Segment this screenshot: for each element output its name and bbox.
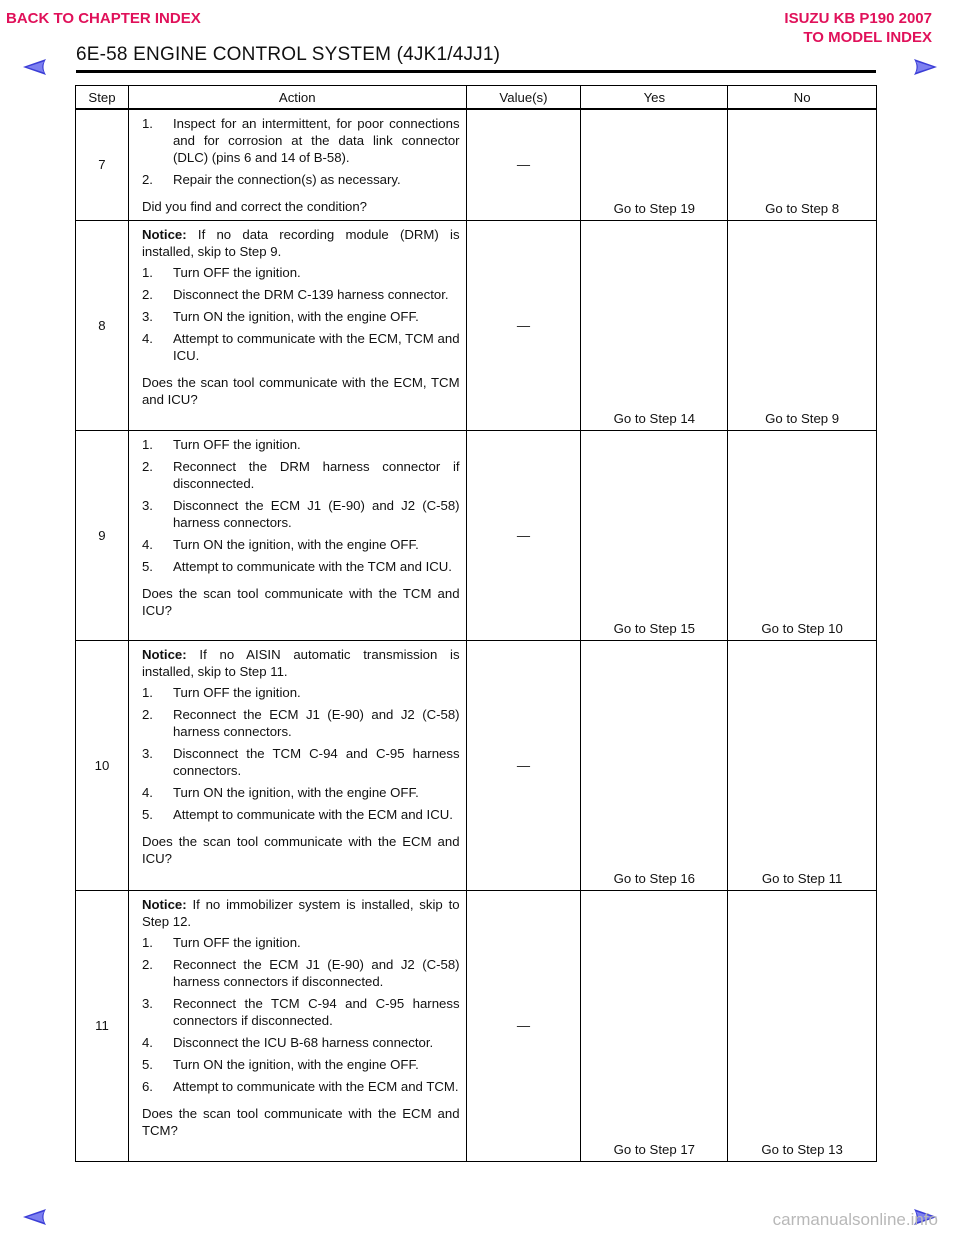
list-item-text: Turn ON the ignition, with the engine OFF. <box>172 1056 419 1072</box>
question: Did you find and correct the condition? <box>141 199 368 214</box>
list-item-text: Turn ON the ignition, with the engine OFF. <box>172 308 419 324</box>
table-header-row <box>76 86 877 110</box>
table-row <box>76 640 877 890</box>
list-item <box>142 497 460 531</box>
list-item-number: 3. <box>141 308 153 324</box>
list-item-text: Disconnect the ICU B-68 harness connector. <box>172 1034 434 1050</box>
list-item-number: 3. <box>141 995 153 1011</box>
arrow-left-icon[interactable] <box>22 1208 48 1226</box>
value-cell: — <box>466 890 581 1161</box>
table-row <box>76 109 877 220</box>
no-cell: Go to Step 8 <box>728 109 877 220</box>
list-item-number: 5. <box>141 558 153 574</box>
list-item-number: 1. <box>141 264 153 280</box>
arrow-left-icon[interactable] <box>22 58 48 76</box>
list-item-number: 5. <box>141 1056 153 1072</box>
notice-text: If no AISIN automatic transmission is installed, skip to Step 11. <box>141 646 460 679</box>
value-cell: — <box>466 109 581 220</box>
procedure-list <box>142 684 460 823</box>
list-item-number: 2. <box>141 286 153 302</box>
list-item <box>142 684 460 701</box>
yes-cell: Go to Step 16 <box>581 640 728 890</box>
step-number: 10 <box>76 640 129 890</box>
list-item <box>142 264 460 281</box>
list-item-text: Attempt to communicate with the ECM and ICU. <box>172 806 453 822</box>
list-item-text: Turn OFF the ignition. <box>172 684 301 700</box>
notice <box>142 896 460 930</box>
list-item-text: Disconnect the TCM C-94 and C-95 harness connectors. <box>172 745 460 778</box>
list-item-text: Attempt to communicate with the TCM and ICU. <box>172 558 452 574</box>
list-item-number: 6. <box>141 1078 153 1094</box>
procedure-list <box>142 934 460 1095</box>
list-item <box>142 536 460 553</box>
list-item <box>142 458 460 492</box>
list-item-text: Reconnect the TCM C-94 and C-95 harness connectors if disconnected. <box>172 995 460 1028</box>
back-to-chapter-index-link[interactable]: BACK TO CHAPTER INDEX <box>6 10 201 27</box>
list-item <box>142 308 460 325</box>
no-cell: Go to Step 9 <box>728 220 877 430</box>
header-yes: Yes <box>581 86 728 110</box>
value-cell: — <box>466 430 581 640</box>
list-item-number: 4. <box>141 330 153 346</box>
list-item-number: 1. <box>141 934 153 950</box>
step-number: 9 <box>76 430 129 640</box>
table-body <box>76 109 877 1161</box>
header-values: Value(s) <box>466 86 581 110</box>
notice-label: Notice: <box>141 226 187 242</box>
list-item-text: Attempt to communicate with the ECM and TCM. <box>172 1078 459 1094</box>
list-item-number: 1. <box>141 684 153 700</box>
yes-cell: Go to Step 17 <box>581 890 728 1161</box>
watermark: carmanualsonline.info <box>772 1210 938 1229</box>
procedure-list <box>142 264 460 364</box>
list-item-number: 4. <box>141 536 153 552</box>
procedure-list <box>142 436 460 575</box>
diagnostic-table <box>75 85 877 1162</box>
table-row <box>76 890 877 1161</box>
action-cell <box>128 109 466 220</box>
list-item <box>142 171 460 188</box>
list-item <box>142 436 460 453</box>
list-item <box>142 956 460 990</box>
list-item-text: Disconnect the ECM J1 (E-90) and J2 (C-58) harness connectors. <box>172 497 460 530</box>
action-cell <box>128 220 466 430</box>
notice-label: Notice: <box>141 646 187 662</box>
list-item <box>142 115 460 166</box>
list-item <box>142 330 460 364</box>
table-row <box>76 430 877 640</box>
list-item <box>142 1078 460 1095</box>
header-no: No <box>728 86 877 110</box>
list-item-text: Disconnect the DRM C-139 harness connector. <box>172 286 449 302</box>
notice-text: If no data recording module (DRM) is installed, skip to Step 9. <box>141 226 460 259</box>
value-cell: — <box>466 220 581 430</box>
list-item <box>142 558 460 575</box>
page-header: 6E-58 ENGINE CONTROL SYSTEM (4JK1/4JJ1) <box>76 44 501 65</box>
header-rule <box>76 70 876 73</box>
arrow-right-icon[interactable] <box>912 58 938 76</box>
list-item-number: 2. <box>141 956 153 972</box>
notice <box>142 646 460 680</box>
list-item <box>142 995 460 1029</box>
action-cell <box>128 430 466 640</box>
list-item-text: Turn ON the ignition, with the engine OFF. <box>172 536 419 552</box>
list-item-text: Turn OFF the ignition. <box>172 436 301 452</box>
model-title-link[interactable]: ISUZU KB P190 2007 <box>784 10 932 27</box>
step-number: 7 <box>76 109 129 220</box>
no-cell: Go to Step 10 <box>728 430 877 640</box>
question: Does the scan tool communicate with the ECM, TCM and ICU? <box>141 374 460 407</box>
yes-cell: Go to Step 15 <box>581 430 728 640</box>
question: Does the scan tool communicate with the ECM and ICU? <box>141 833 460 866</box>
list-item <box>142 1034 460 1051</box>
value-cell: — <box>466 640 581 890</box>
list-item-number: 2. <box>141 458 153 474</box>
step-number: 8 <box>76 220 129 430</box>
list-item-text: Inspect for an intermittent, for poor connections and for corrosion at the data link connector (DLC) (pins 6 and 14 of B-58). <box>172 116 460 165</box>
no-cell: Go to Step 11 <box>728 640 877 890</box>
list-item-number: 1. <box>141 116 153 131</box>
table-row <box>76 220 877 430</box>
list-item <box>142 706 460 740</box>
notice <box>142 226 460 260</box>
list-item <box>142 286 460 303</box>
list-item-number: 4. <box>141 1034 153 1050</box>
list-item <box>142 806 460 823</box>
list-item-text: Turn OFF the ignition. <box>172 934 301 950</box>
yes-cell: Go to Step 19 <box>581 109 728 220</box>
action-cell <box>128 890 466 1161</box>
list-item <box>142 784 460 801</box>
list-item-number: 3. <box>141 497 153 513</box>
notice-label: Notice: <box>141 896 187 912</box>
question: Does the scan tool communicate with the ECM and TCM? <box>141 1105 460 1138</box>
action-cell <box>128 640 466 890</box>
list-item-number: 2. <box>141 706 153 722</box>
list-item-text: Repair the connection(s) as necessary. <box>172 172 401 187</box>
list-item-text: Attempt to communicate with the ECM, TCM and ICU. <box>172 330 460 363</box>
header-step: Step <box>76 86 129 110</box>
list-item-text: Turn OFF the ignition. <box>172 264 301 280</box>
list-item-number: 2. <box>141 172 153 187</box>
list-item-text: Turn ON the ignition, with the engine OFF. <box>172 784 419 800</box>
procedure-list <box>142 115 460 188</box>
question: Does the scan tool communicate with the TCM and ICU? <box>141 585 460 618</box>
step-number: 11 <box>76 890 129 1161</box>
list-item-number: 3. <box>141 745 153 761</box>
header-action: Action <box>128 86 466 110</box>
yes-cell: Go to Step 14 <box>581 220 728 430</box>
list-item-number: 1. <box>141 436 153 452</box>
notice-text: If no immobilizer system is installed, skip to Step 12. <box>141 896 460 929</box>
list-item-number: 4. <box>141 784 153 800</box>
list-item-text: Reconnect the ECM J1 (E-90) and J2 (C-58) harness connectors if disconnected. <box>172 956 460 989</box>
to-model-index-link[interactable]: TO MODEL INDEX <box>803 29 932 46</box>
list-item <box>142 934 460 951</box>
list-item-text: Reconnect the ECM J1 (E-90) and J2 (C-58) harness connectors. <box>172 706 460 739</box>
list-item-number: 5. <box>141 806 153 822</box>
list-item-text: Reconnect the DRM harness connector if disconnected. <box>172 458 460 491</box>
list-item <box>142 1056 460 1073</box>
no-cell: Go to Step 13 <box>728 890 877 1161</box>
list-item <box>142 745 460 779</box>
